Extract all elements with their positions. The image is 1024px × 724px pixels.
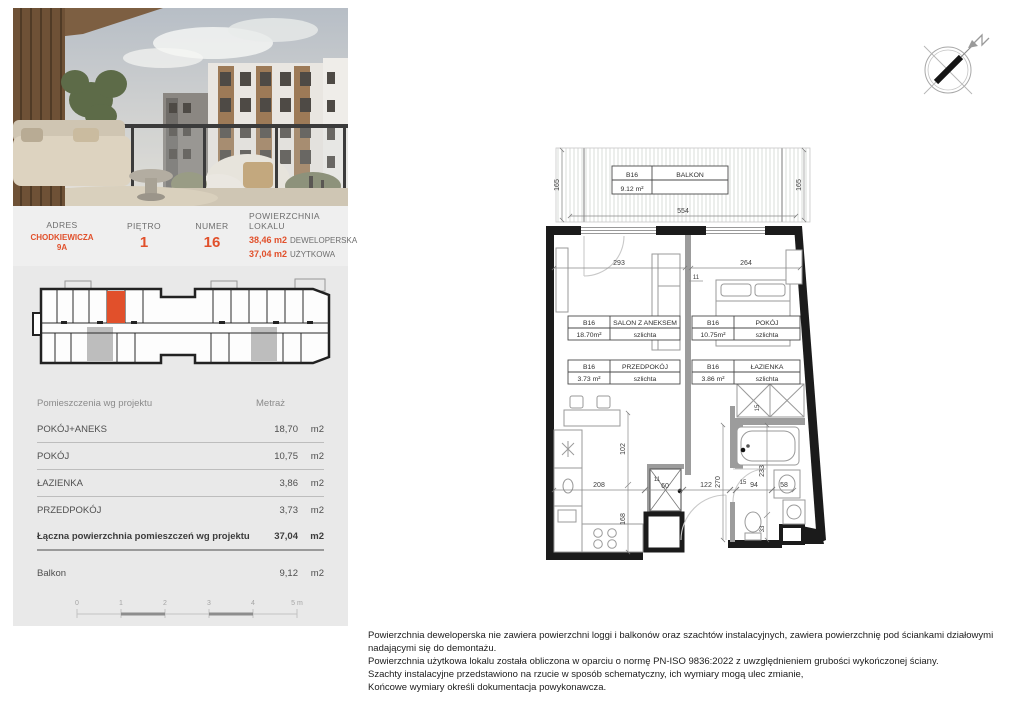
scale-tick-3: 3	[207, 600, 211, 607]
scale-tick-4: 4	[251, 600, 255, 607]
table-row: POKÓJ 10,75 m2	[37, 443, 324, 470]
dim-kitchen-208: 208	[593, 482, 605, 489]
svg-text:szlichta: szlichta	[755, 332, 779, 339]
highlighted-unit	[107, 291, 125, 323]
dim-h58: 58	[780, 482, 788, 489]
table-balcony-row: Balkon 9,12 m2	[37, 567, 324, 579]
dim-v270: 270	[715, 476, 722, 488]
dim-pokoj-width: 264	[740, 260, 752, 267]
svg-text:B16: B16	[582, 364, 596, 371]
disclaimer-notes	[368, 630, 1020, 695]
svg-text:PRZEDPOKÓJ: PRZEDPOKÓJ	[621, 364, 669, 371]
area-label: POWIERZCHNIA LOKALU	[249, 211, 320, 231]
number-value: 16	[203, 234, 221, 251]
info-area	[247, 211, 357, 261]
bottom-niche	[781, 526, 803, 543]
dim-hall-122: 122	[700, 482, 712, 489]
svg-text:3.86 m²: 3.86 m²	[701, 376, 725, 383]
area-dev-value: 38,46 m2	[249, 235, 288, 245]
table-header-name: Pomieszczenia wg projektu	[37, 397, 153, 409]
dim-h94: 94	[750, 482, 758, 489]
dim-balcony-depth-right: 165	[796, 179, 803, 191]
scale-bar	[63, 596, 313, 622]
room-label-pokoj	[692, 316, 800, 340]
building-floor-overview	[13, 268, 348, 382]
table-header-value: Metraż	[256, 397, 286, 409]
dim-v233: 233	[759, 465, 766, 477]
svg-text:18.70m²: 18.70m²	[576, 332, 602, 339]
svg-text:szlichta: szlichta	[633, 376, 657, 383]
scale-tick-5: 5 m	[291, 600, 303, 607]
kitchen	[554, 430, 643, 552]
scale-tick-0: 0	[75, 600, 79, 607]
entry-shaft-box	[646, 514, 682, 550]
basket	[243, 162, 273, 188]
left-panel	[13, 8, 358, 626]
table-total-row: Łączna powierzchnia pomieszczeń wg projektu 37,04 m2	[37, 523, 324, 551]
dim-v15: 15	[755, 404, 761, 412]
building-photo	[13, 8, 348, 206]
table-row: PRZEDPOKÓJ 3,73 m2	[37, 504, 324, 516]
unit-info-bar	[13, 206, 358, 266]
svg-text:B16: B16	[582, 320, 596, 327]
balcony-name: BALKON	[676, 172, 704, 179]
north-arrow-icon	[912, 30, 990, 102]
info-floor	[111, 221, 177, 251]
table-header-row	[37, 390, 324, 416]
svg-text:POKÓJ: POKÓJ	[755, 320, 779, 327]
svg-text:szlichta: szlichta	[633, 332, 657, 339]
balcony-area-value: 9.12 m²	[620, 186, 644, 193]
bathroom-fixtures	[737, 427, 805, 540]
address-value: CHODKIEWICZA 9A	[30, 232, 94, 252]
svg-text:SALON Z ANEKSEM: SALON Z ANEKSEM	[613, 320, 677, 327]
floor-value: 1	[139, 234, 149, 251]
info-number	[177, 221, 247, 251]
dim-v33: 33	[760, 525, 766, 533]
room-label-salon	[568, 316, 680, 340]
dim-h15: 15	[739, 480, 747, 486]
scale-tick-1: 1	[119, 600, 123, 607]
svg-text:B16: B16	[706, 320, 720, 327]
balcony-id: B16	[625, 172, 639, 179]
room-label-przedpokoj	[568, 360, 680, 384]
floor-label: PIĘTRO	[126, 221, 162, 231]
note-line-2: Powierzchnia użytkowa lokalu została obliczona w oparciu o normę PN-ISO 9836:2022 z uwzględnieniem grubości wykończonej ściany.	[368, 655, 939, 667]
area-dev-label: DEWELOPERSKA	[290, 236, 358, 245]
note-line-1: Powierzchnia deweloperska nie zawiera powierzchni loggi i balkonów oraz szachtów instalacyjnych, zawiera powierzchnię pod ściankami działowymi nadającymi się do demontażu.	[368, 630, 994, 654]
area-use-label: UŻYTKOWA	[290, 249, 336, 259]
svg-text:10.75m²: 10.75m²	[700, 332, 726, 339]
dim-balcony-depth-left: 165	[554, 179, 561, 191]
sofa	[13, 120, 131, 186]
info-address	[13, 220, 111, 253]
balcony-label	[612, 166, 728, 194]
dim-wall-11: 11	[692, 275, 700, 281]
room-label-lazienka	[692, 360, 800, 384]
area-use-value: 37,04 m2	[249, 248, 288, 259]
dim-shaft-11: 11	[653, 477, 661, 483]
svg-text:B16: B16	[706, 364, 720, 371]
note-line-3: Szachty instalacyjne przedstawiono na rzucie w sposób schematyczny, ich wymiary mogą ulec zmianie,	[368, 668, 804, 680]
svg-text:szlichta: szlichta	[755, 376, 779, 383]
number-label: NUMER	[195, 221, 229, 231]
svg-text:3.73 m²: 3.73 m²	[577, 376, 601, 383]
note-line-4: Końcowe wymiary określi dokumentacja powykonawcza.	[368, 681, 607, 693]
room-area-table	[37, 390, 324, 586]
dim-shaft-60: 60	[661, 483, 669, 490]
dim-v102: 102	[620, 443, 627, 455]
dim-balcony-width: 554	[677, 208, 689, 215]
address-label: ADRES	[46, 219, 78, 230]
scale-tick-2: 2	[163, 600, 167, 607]
apartment-floor-plan	[540, 138, 840, 570]
table-row: ŁAZIENKA 3,86 m2	[37, 470, 324, 497]
svg-text:ŁAZIENKA: ŁAZIENKA	[750, 364, 784, 371]
dim-salon-width: 293	[613, 260, 625, 267]
dim-v168: 168	[620, 513, 627, 525]
table-row: POKÓJ+ANEKS 18,70 m2	[37, 416, 324, 443]
